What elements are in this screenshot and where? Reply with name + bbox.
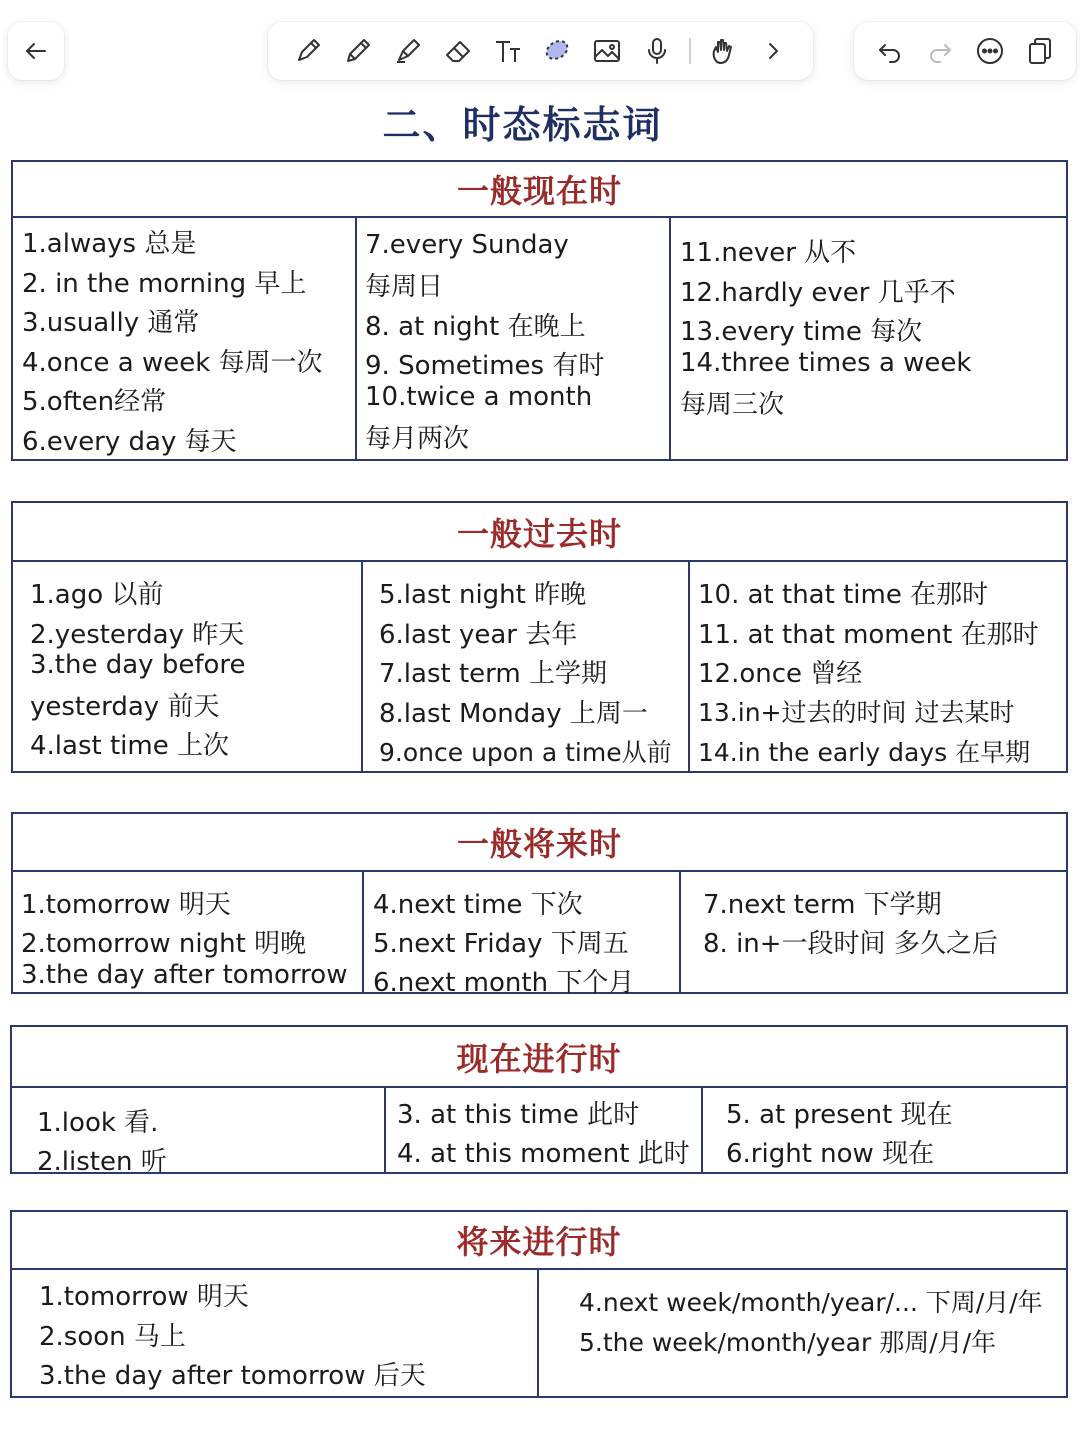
back-arrow-icon[interactable] bbox=[18, 33, 54, 69]
table-title: 一般现在时 bbox=[13, 162, 1066, 218]
list-item: 2.yesterday 昨天 bbox=[30, 620, 245, 650]
table-simple-past bbox=[11, 501, 1068, 773]
list-item: 6.right now 现在 bbox=[726, 1139, 935, 1169]
list-item: 每月两次 bbox=[365, 424, 470, 454]
list-item: 5.the week/month/year 那周/月/年 bbox=[579, 1328, 997, 1357]
list-item: 10. at that time 在那时 bbox=[698, 580, 989, 610]
table-present-continuous bbox=[10, 1025, 1068, 1177]
pen-icon[interactable] bbox=[290, 33, 326, 69]
list-item: 9. Sometimes 有时 bbox=[365, 351, 605, 381]
table-title: 一般过去时 bbox=[13, 503, 1066, 562]
list-item: 3.the day after tomorrow bbox=[21, 960, 348, 990]
table-title: 将来进行时 bbox=[12, 1212, 1066, 1270]
table-column bbox=[13, 872, 362, 992]
list-item: 4.last time 上次 bbox=[30, 731, 229, 761]
list-item: 4.once a week 每周一次 bbox=[22, 348, 323, 378]
table-column bbox=[12, 1270, 537, 1396]
list-item: 1.look 看. bbox=[37, 1108, 159, 1138]
list-item: 8. in+一段时间 多久之后 bbox=[703, 929, 998, 959]
list-item: 8. at night 在晚上 bbox=[365, 312, 586, 342]
list-item: 6.every day 每天 bbox=[22, 427, 237, 457]
table-column bbox=[13, 218, 355, 459]
more-icon[interactable] bbox=[972, 33, 1008, 69]
list-item: 6.next month 下个月 bbox=[373, 968, 635, 998]
list-item: 4.next time 下次 bbox=[373, 890, 583, 920]
table-column bbox=[12, 1088, 384, 1177]
image-icon[interactable] bbox=[589, 33, 625, 69]
table-column bbox=[361, 562, 688, 771]
table-simple-future bbox=[11, 812, 1068, 998]
highlighter-icon[interactable] bbox=[390, 33, 426, 69]
hand-draw-icon[interactable] bbox=[705, 33, 741, 69]
actions-toolbar bbox=[854, 22, 1076, 80]
microphone-icon[interactable] bbox=[639, 33, 675, 69]
pencil-icon[interactable] bbox=[340, 33, 376, 69]
redo-icon[interactable] bbox=[922, 33, 958, 69]
list-item: yesterday 前天 bbox=[30, 692, 220, 722]
list-item: 3.the day before bbox=[30, 650, 246, 680]
page-title: 二、时态标志词 bbox=[382, 103, 663, 147]
table-title: 一般将来时 bbox=[13, 814, 1066, 872]
list-item: 2.tomorrow night 明晚 bbox=[21, 929, 307, 959]
list-item: 1.tomorrow 明天 bbox=[39, 1282, 249, 1312]
list-item: 1.ago 以前 bbox=[30, 580, 164, 610]
list-item: 5. at present 现在 bbox=[726, 1100, 953, 1130]
pages-icon[interactable] bbox=[1022, 33, 1058, 69]
table-column bbox=[669, 218, 1066, 459]
list-item: 7.next term 下学期 bbox=[703, 890, 942, 920]
back-button-container bbox=[8, 22, 64, 80]
table-column bbox=[355, 218, 669, 459]
list-item: 5.often经常 bbox=[22, 387, 167, 417]
table-column bbox=[384, 1088, 701, 1172]
table-future-continuous bbox=[10, 1210, 1068, 1398]
toolbar-separator bbox=[689, 38, 691, 64]
table-simple-present bbox=[11, 160, 1068, 461]
list-item: 4. at this moment 此时 bbox=[397, 1139, 690, 1169]
drawing-toolbar bbox=[268, 22, 813, 80]
list-item: 13.every time 每次 bbox=[680, 317, 923, 347]
list-item: 3.usually 通常 bbox=[22, 308, 200, 338]
list-item: 13.in+过去的时间 过去某时 bbox=[698, 698, 1015, 727]
undo-icon[interactable] bbox=[872, 33, 908, 69]
list-item: 5.last night 昨晚 bbox=[379, 580, 587, 610]
list-item: 2.soon 马上 bbox=[39, 1322, 186, 1352]
list-item: 12.hardly ever 几乎不 bbox=[680, 278, 956, 308]
table-column bbox=[13, 562, 361, 771]
text-tool-icon[interactable] bbox=[490, 33, 526, 69]
list-item: 8.last Monday 上周一 bbox=[379, 699, 648, 729]
list-item: 2.listen 听 bbox=[37, 1147, 167, 1177]
list-item: 7.last term 上学期 bbox=[379, 659, 607, 689]
chevron-right-icon[interactable] bbox=[755, 33, 791, 69]
list-item: 11. at that moment 在那时 bbox=[698, 620, 1039, 650]
list-item: 10.twice a month bbox=[365, 382, 593, 412]
list-item: 每周三次 bbox=[680, 390, 785, 420]
list-item: 3. at this time 此时 bbox=[397, 1100, 640, 1130]
list-item: 2. in the morning 早上 bbox=[22, 269, 307, 299]
list-item: 7.every Sunday bbox=[365, 230, 569, 260]
list-item: 14.in the early days 在早期 bbox=[698, 738, 1031, 767]
table-column bbox=[679, 872, 1066, 992]
list-item: 1.tomorrow 明天 bbox=[21, 890, 231, 920]
list-item: 3.the day after tomorrow 后天 bbox=[39, 1361, 426, 1391]
list-item: 12.once 曾经 bbox=[698, 659, 863, 689]
list-item: 9.once upon a time从前 bbox=[379, 738, 672, 767]
list-item: 6.last year 去年 bbox=[379, 620, 578, 650]
lasso-icon[interactable] bbox=[539, 33, 575, 69]
table-title: 现在进行时 bbox=[12, 1027, 1066, 1088]
eraser-icon[interactable] bbox=[440, 33, 476, 69]
list-item: 每周日 bbox=[365, 272, 444, 302]
list-item: 5.next Friday 下周五 bbox=[373, 929, 629, 959]
table-column bbox=[537, 1270, 1066, 1396]
table-column bbox=[362, 872, 679, 998]
list-item: 11.never 从不 bbox=[680, 238, 857, 268]
list-item: 4.next week/month/year/... 下周/月/年 bbox=[579, 1288, 1043, 1317]
list-item: 14.three times a week bbox=[680, 348, 972, 378]
table-column bbox=[688, 562, 1066, 771]
table-column bbox=[701, 1088, 1066, 1172]
list-item: 1.always 总是 bbox=[22, 229, 197, 259]
